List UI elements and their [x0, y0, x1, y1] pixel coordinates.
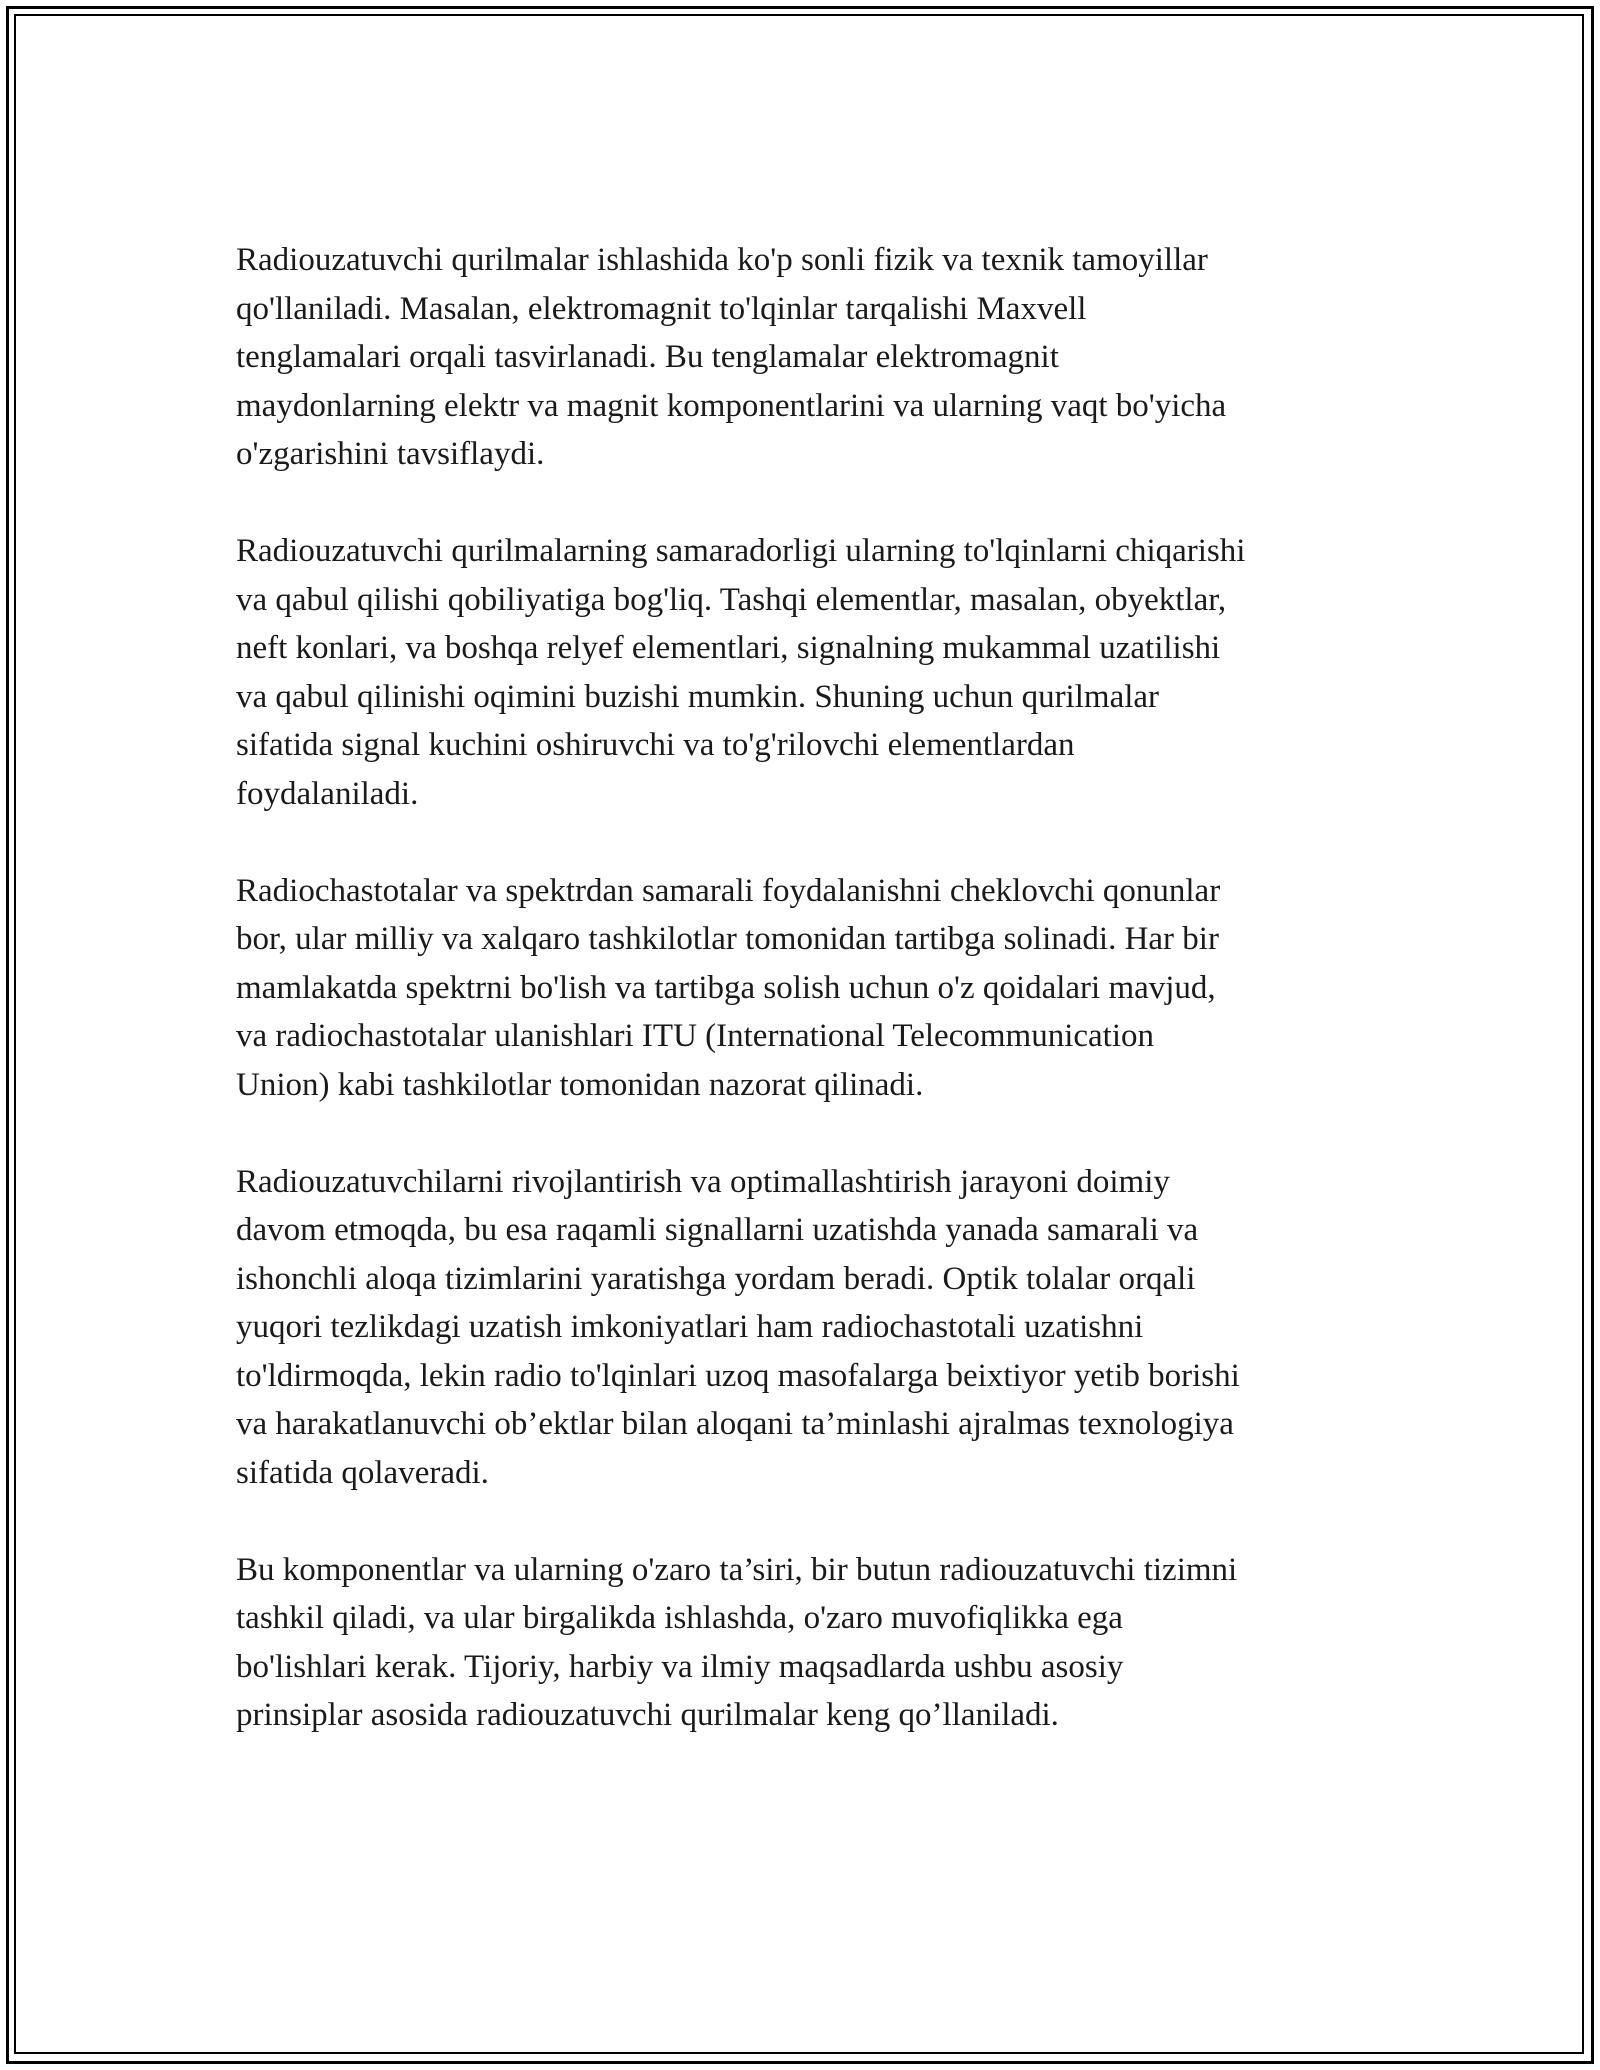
- text-line: qo'llaniladi. Masalan, elektromagnit to'lqinlar tarqalishi Maxvell: [236, 290, 1087, 327]
- text-line: Radiouzatuvchi qurilmalarning samaradorligi ularning to'lqinlarni chiqarishi: [236, 533, 1246, 569]
- paragraph: [236, 1546, 1376, 1740]
- text-line: Radiouzatuvchi qurilmalar ishlashida ko'p sonli fizik va texnik tamoyillar: [236, 242, 1208, 278]
- text-line: sifatida qolaveradi.: [236, 1454, 489, 1491]
- text-line: tenglamalari orqali tasvirlanadi. Bu tenglamalar elektromagnit: [236, 339, 1059, 375]
- text-line: sifatida signal kuchini oshiruvchi va to'g'rilovchi elementlardan: [236, 727, 1075, 763]
- text-line: va harakatlanuvchi ob’ektlar bilan aloqani ta’minlashi ajralmas texnologiya: [236, 1406, 1234, 1442]
- document-body: [236, 236, 1376, 1788]
- text-line: prinsiplar asosida radiouzatuvchi qurilmalar keng qo’llaniladi.: [236, 1697, 1059, 1733]
- text-line: davom etmoqda, bu esa raqamli signallarni uzatishda yanada samarali va: [236, 1212, 1199, 1248]
- text-line: bo'lishlari kerak. Tijoriy, harbiy va ilmiy maqsadlarda ushbu asosiy: [236, 1648, 1124, 1685]
- text-line: yuqori tezlikdagi uzatish imkoniyatlari ham radiochastotali uzatishni: [236, 1309, 1144, 1345]
- text-line: maydonlarning elektr va magnit komponentlarini va ularning vaqt bo'yicha: [236, 387, 1227, 424]
- paragraph: [236, 867, 1376, 1110]
- paragraph: [236, 1158, 1376, 1498]
- text-line: bor, ular milliy va xalqaro tashkilotlar tomonidan tartibga solinadi. Har bir: [236, 921, 1219, 957]
- text-line: o'zgarishini tavsiflaydi.: [236, 436, 545, 472]
- text-line: neft konlari, va boshqa relyef elementlari, signalning mukammal uzatilishi: [236, 630, 1221, 666]
- paragraph: [236, 236, 1376, 479]
- text-line: to'ldirmoqda, lekin radio to'lqinlari uzoq masofalarga beixtiyor yetib borishi: [236, 1357, 1240, 1394]
- text-line: Bu komponentlar va ularning o'zaro ta’siri, bir butun radiouzatuvchi tizimni: [236, 1551, 1238, 1588]
- text-line: Radiochastotalar va spektrdan samarali foydalanishni cheklovchi qonunlar: [236, 872, 1221, 909]
- text-line: va qabul qilinishi oqimini buzishi mumkin. Shuning uchun qurilmalar: [236, 678, 1160, 715]
- text-line: ishonchli aloqa tizimlarini yaratishga yordam beradi. Optik tolalar orqali: [236, 1260, 1196, 1297]
- text-line: va radiochastotalar ulanishlari ITU (International Telecommunication: [236, 1018, 1154, 1054]
- text-line: Radiouzatuvchilarni rivojlantirish va optimallashtirish jarayoni doimiy: [236, 1163, 1170, 1200]
- text-line: foydalaniladi.: [236, 775, 419, 812]
- text-line: mamlakatda spektrni bo'lish va tartibga solish uchun o'z qoidalari mavjud,: [236, 969, 1216, 1006]
- text-line: tashkil qiladi, va ular birgalikda ishlashda, o'zaro muvofiqlikka ega: [236, 1600, 1123, 1636]
- text-line: Union) kabi tashkilotlar tomonidan nazorat qilinadi.: [236, 1066, 924, 1103]
- text-line: va qabul qilishi qobiliyatiga bog'liq. Tashqi elementlar, masalan, obyektlar,: [236, 581, 1227, 618]
- paragraph: [236, 527, 1376, 818]
